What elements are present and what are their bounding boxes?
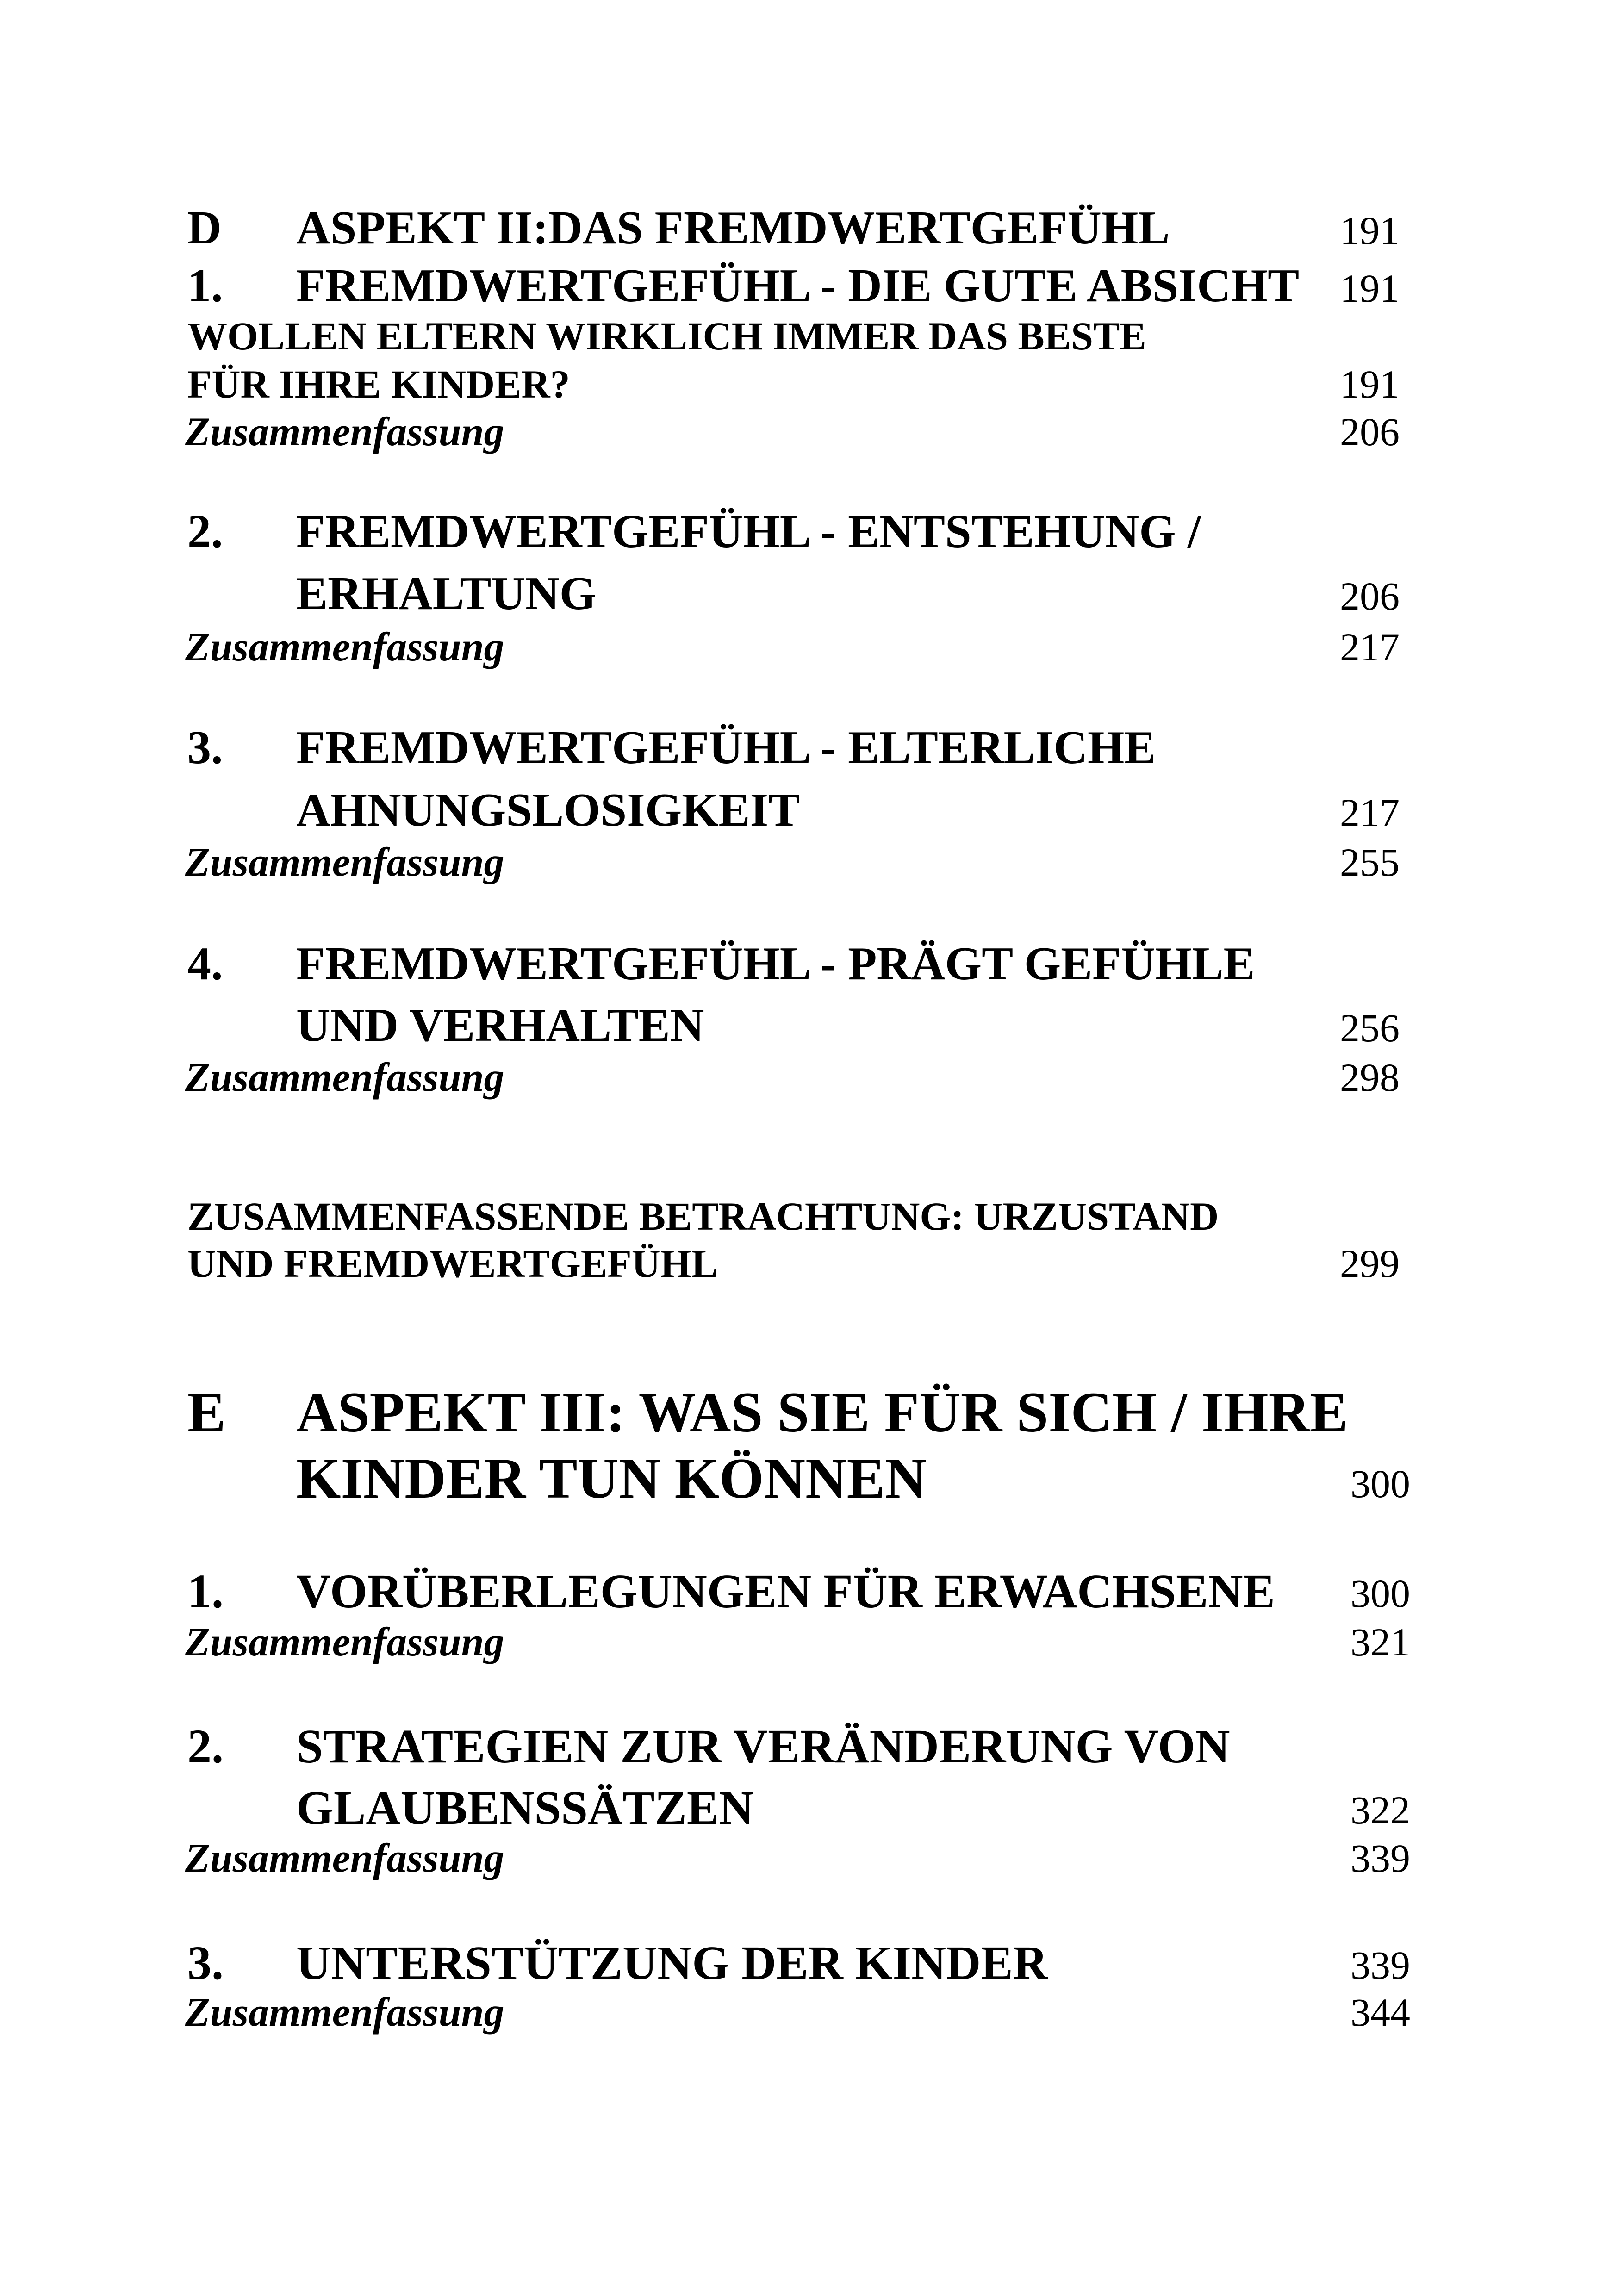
entry-title: STRATEGIEN ZUR VERÄNDERUNG VON bbox=[296, 1720, 1230, 1773]
section-title: ASPEKT III: WAS SIE FÜR SICH / IHRE bbox=[296, 1381, 1348, 1444]
entry-subtitle: FÜR IHRE KINDER? bbox=[187, 362, 570, 406]
page-number: 300 bbox=[1350, 1462, 1410, 1506]
summary-label: Zusammenfassung bbox=[185, 1055, 504, 1100]
entry-number: 4. bbox=[187, 938, 223, 990]
section-letter: D bbox=[187, 202, 222, 254]
entry-number: 1. bbox=[187, 1565, 224, 1618]
entry-subtitle: WOLLEN ELTERN WIRKLICH IMMER DAS BESTE bbox=[187, 314, 1146, 358]
page-number: 206 bbox=[1340, 574, 1400, 618]
entry-title: GLAUBENSSÄTZEN bbox=[296, 1781, 754, 1835]
summary-label: Zusammenfassung bbox=[185, 410, 504, 454]
entry-title: ERHALTUNG bbox=[296, 567, 597, 620]
summary-label: Zusammenfassung bbox=[185, 625, 504, 670]
entry-number: 2. bbox=[187, 1720, 224, 1773]
page-number: 217 bbox=[1340, 625, 1400, 669]
summary-label: Zusammenfassung bbox=[185, 840, 504, 885]
entry-number: 2. bbox=[187, 505, 223, 558]
entry-title: FREMDWERTGEFÜHL - DIE GUTE ABSICHT bbox=[296, 260, 1300, 312]
entry-title: FREMDWERTGEFÜHL - ENTSTEHUNG / bbox=[296, 505, 1201, 558]
page-number: 191 bbox=[1340, 208, 1400, 253]
entry-number: 1. bbox=[187, 260, 223, 312]
summary-label: Zusammenfassung bbox=[185, 1836, 504, 1881]
entry-title: UND VERHALTEN bbox=[296, 999, 704, 1052]
page-number: 339 bbox=[1350, 1836, 1410, 1880]
entry-title: FREMDWERTGEFÜHL - PRÄGT GEFÜHLE bbox=[296, 938, 1255, 990]
section-title: KINDER TUN KÖNNEN bbox=[296, 1447, 927, 1510]
page-number: 300 bbox=[1350, 1571, 1410, 1616]
page-number: 255 bbox=[1340, 840, 1400, 884]
page-number: 191 bbox=[1340, 362, 1400, 406]
entry-title: FREMDWERTGEFÜHL - ELTERLICHE bbox=[296, 722, 1156, 774]
closing-title: ZUSAMMENFASSENDE BETRACHTUNG: URZUSTAND bbox=[187, 1194, 1219, 1238]
entry-title: AHNUNGSLOSIGKEIT bbox=[296, 784, 800, 836]
page-number: 339 bbox=[1350, 1943, 1410, 1987]
page-number: 298 bbox=[1340, 1055, 1400, 1100]
section-letter: E bbox=[187, 1381, 226, 1444]
page-number: 344 bbox=[1350, 1990, 1410, 2035]
entry-number: 3. bbox=[187, 722, 223, 774]
page-number: 299 bbox=[1340, 1241, 1400, 1286]
page-number: 321 bbox=[1350, 1620, 1410, 1664]
section-title: ASPEKT II:DAS FREMDWERTGEFÜHL bbox=[296, 202, 1170, 254]
page-number: 217 bbox=[1340, 790, 1400, 835]
page-number: 191 bbox=[1340, 266, 1400, 311]
entry-number: 3. bbox=[187, 1936, 224, 1990]
page-number: 322 bbox=[1350, 1788, 1410, 1832]
page-number: 256 bbox=[1340, 1006, 1400, 1050]
closing-title: UND FREMDWERTGEFÜHL bbox=[187, 1241, 718, 1286]
summary-label: Zusammenfassung bbox=[185, 1620, 504, 1665]
page-number: 206 bbox=[1340, 410, 1400, 454]
entry-title: UNTERSTÜTZUNG DER KINDER bbox=[296, 1936, 1048, 1990]
summary-label: Zusammenfassung bbox=[185, 1990, 504, 2035]
entry-title: VORÜBERLEGUNGEN FÜR ERWACHSENE bbox=[296, 1565, 1275, 1618]
